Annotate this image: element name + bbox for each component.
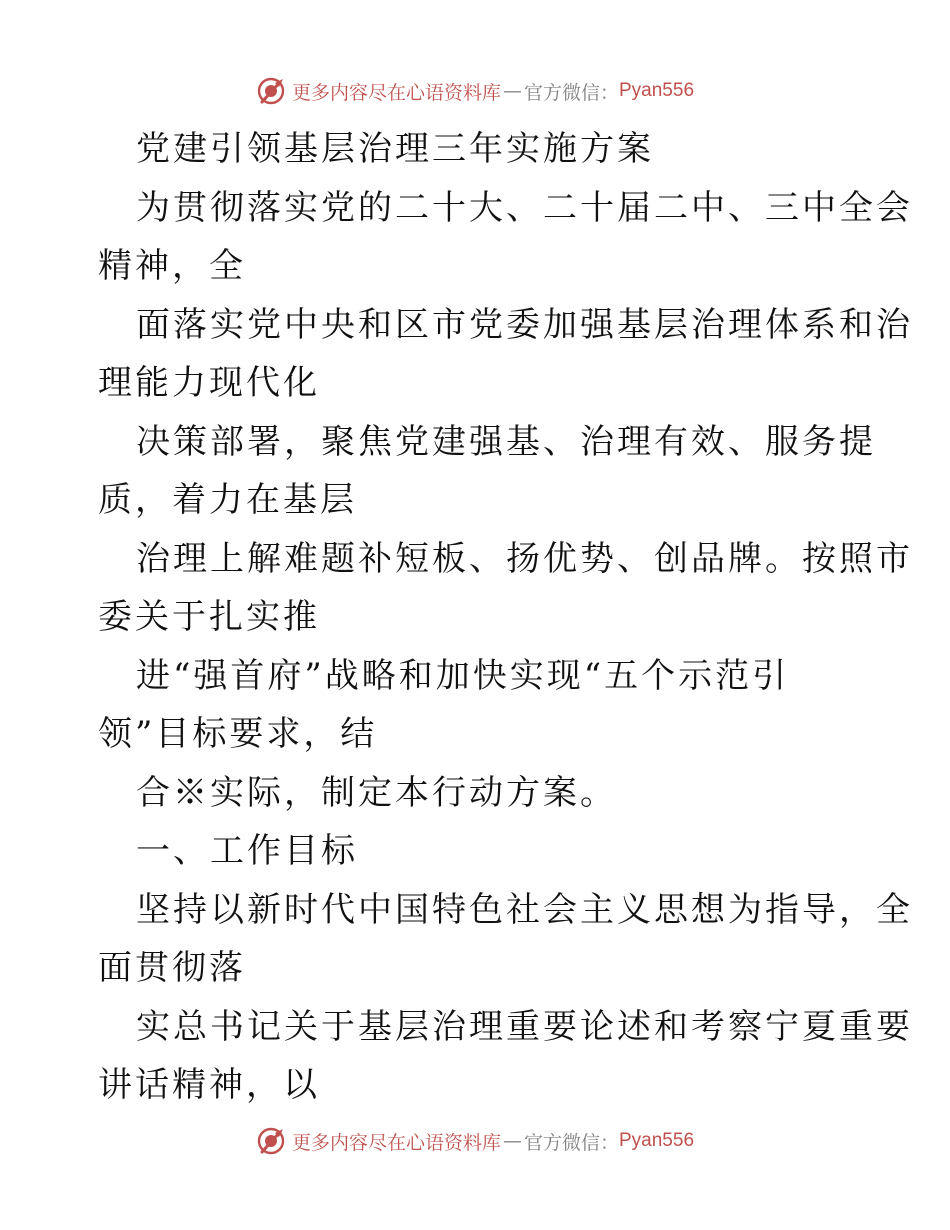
document-line: 委关于扎实推 xyxy=(98,597,320,637)
watermark-wechat-label: 官方微信： xyxy=(523,81,619,104)
document-line: 领”目标要求，结 xyxy=(98,714,378,754)
document-line: 决策部署，聚焦党建强基、治理有效、服务提 xyxy=(136,421,876,462)
document-line: 坚持以新时代中国特色社会主义思想为指导，全 xyxy=(136,889,913,930)
watermark-brand: 更多内容尽在心语资料库 xyxy=(291,1131,501,1154)
document-line: 合※实际，制定本行动方案。 xyxy=(136,772,617,813)
footer-watermark xyxy=(0,1124,950,1158)
document-line: 进“强首府”战略和加快实现“五个示范引 xyxy=(136,655,790,696)
watermark-separator: — xyxy=(502,80,522,102)
document-line: 质，着力在基层 xyxy=(98,480,357,520)
watermark-wechat-id: Pyan556 xyxy=(619,1130,695,1151)
quill-logo-icon xyxy=(256,1126,286,1156)
quill-logo-icon xyxy=(256,76,286,106)
document-line: 面贯彻落 xyxy=(98,948,246,988)
document-line: 理能力现代化 xyxy=(98,363,320,403)
document-line: 党建引领基层治理三年实施方案 xyxy=(136,129,654,169)
watermark-brand: 更多内容尽在心语资料库 xyxy=(291,81,501,104)
watermark-wechat-id: Pyan556 xyxy=(619,80,695,101)
document-line: 一、工作目标 xyxy=(136,831,358,871)
document-line: 治理上解难题补短板、扬优势、创品牌。按照市 xyxy=(136,538,913,579)
document-line: 精神，全 xyxy=(98,246,246,286)
document-body xyxy=(98,120,913,1115)
document-line: 实总书记关于基层治理重要论述和考察宁夏重要 xyxy=(136,1006,913,1047)
document-line: 面落实党中央和区市党委加强基层治理体系和治 xyxy=(136,304,913,345)
watermark-separator: — xyxy=(502,1130,522,1152)
document-line: 为贯彻落实党的二十大、二十届二中、三中全会 xyxy=(136,187,913,228)
header-watermark xyxy=(0,74,950,108)
document-line: 讲话精神，以 xyxy=(98,1065,320,1105)
watermark-wechat-label: 官方微信： xyxy=(523,1131,619,1154)
